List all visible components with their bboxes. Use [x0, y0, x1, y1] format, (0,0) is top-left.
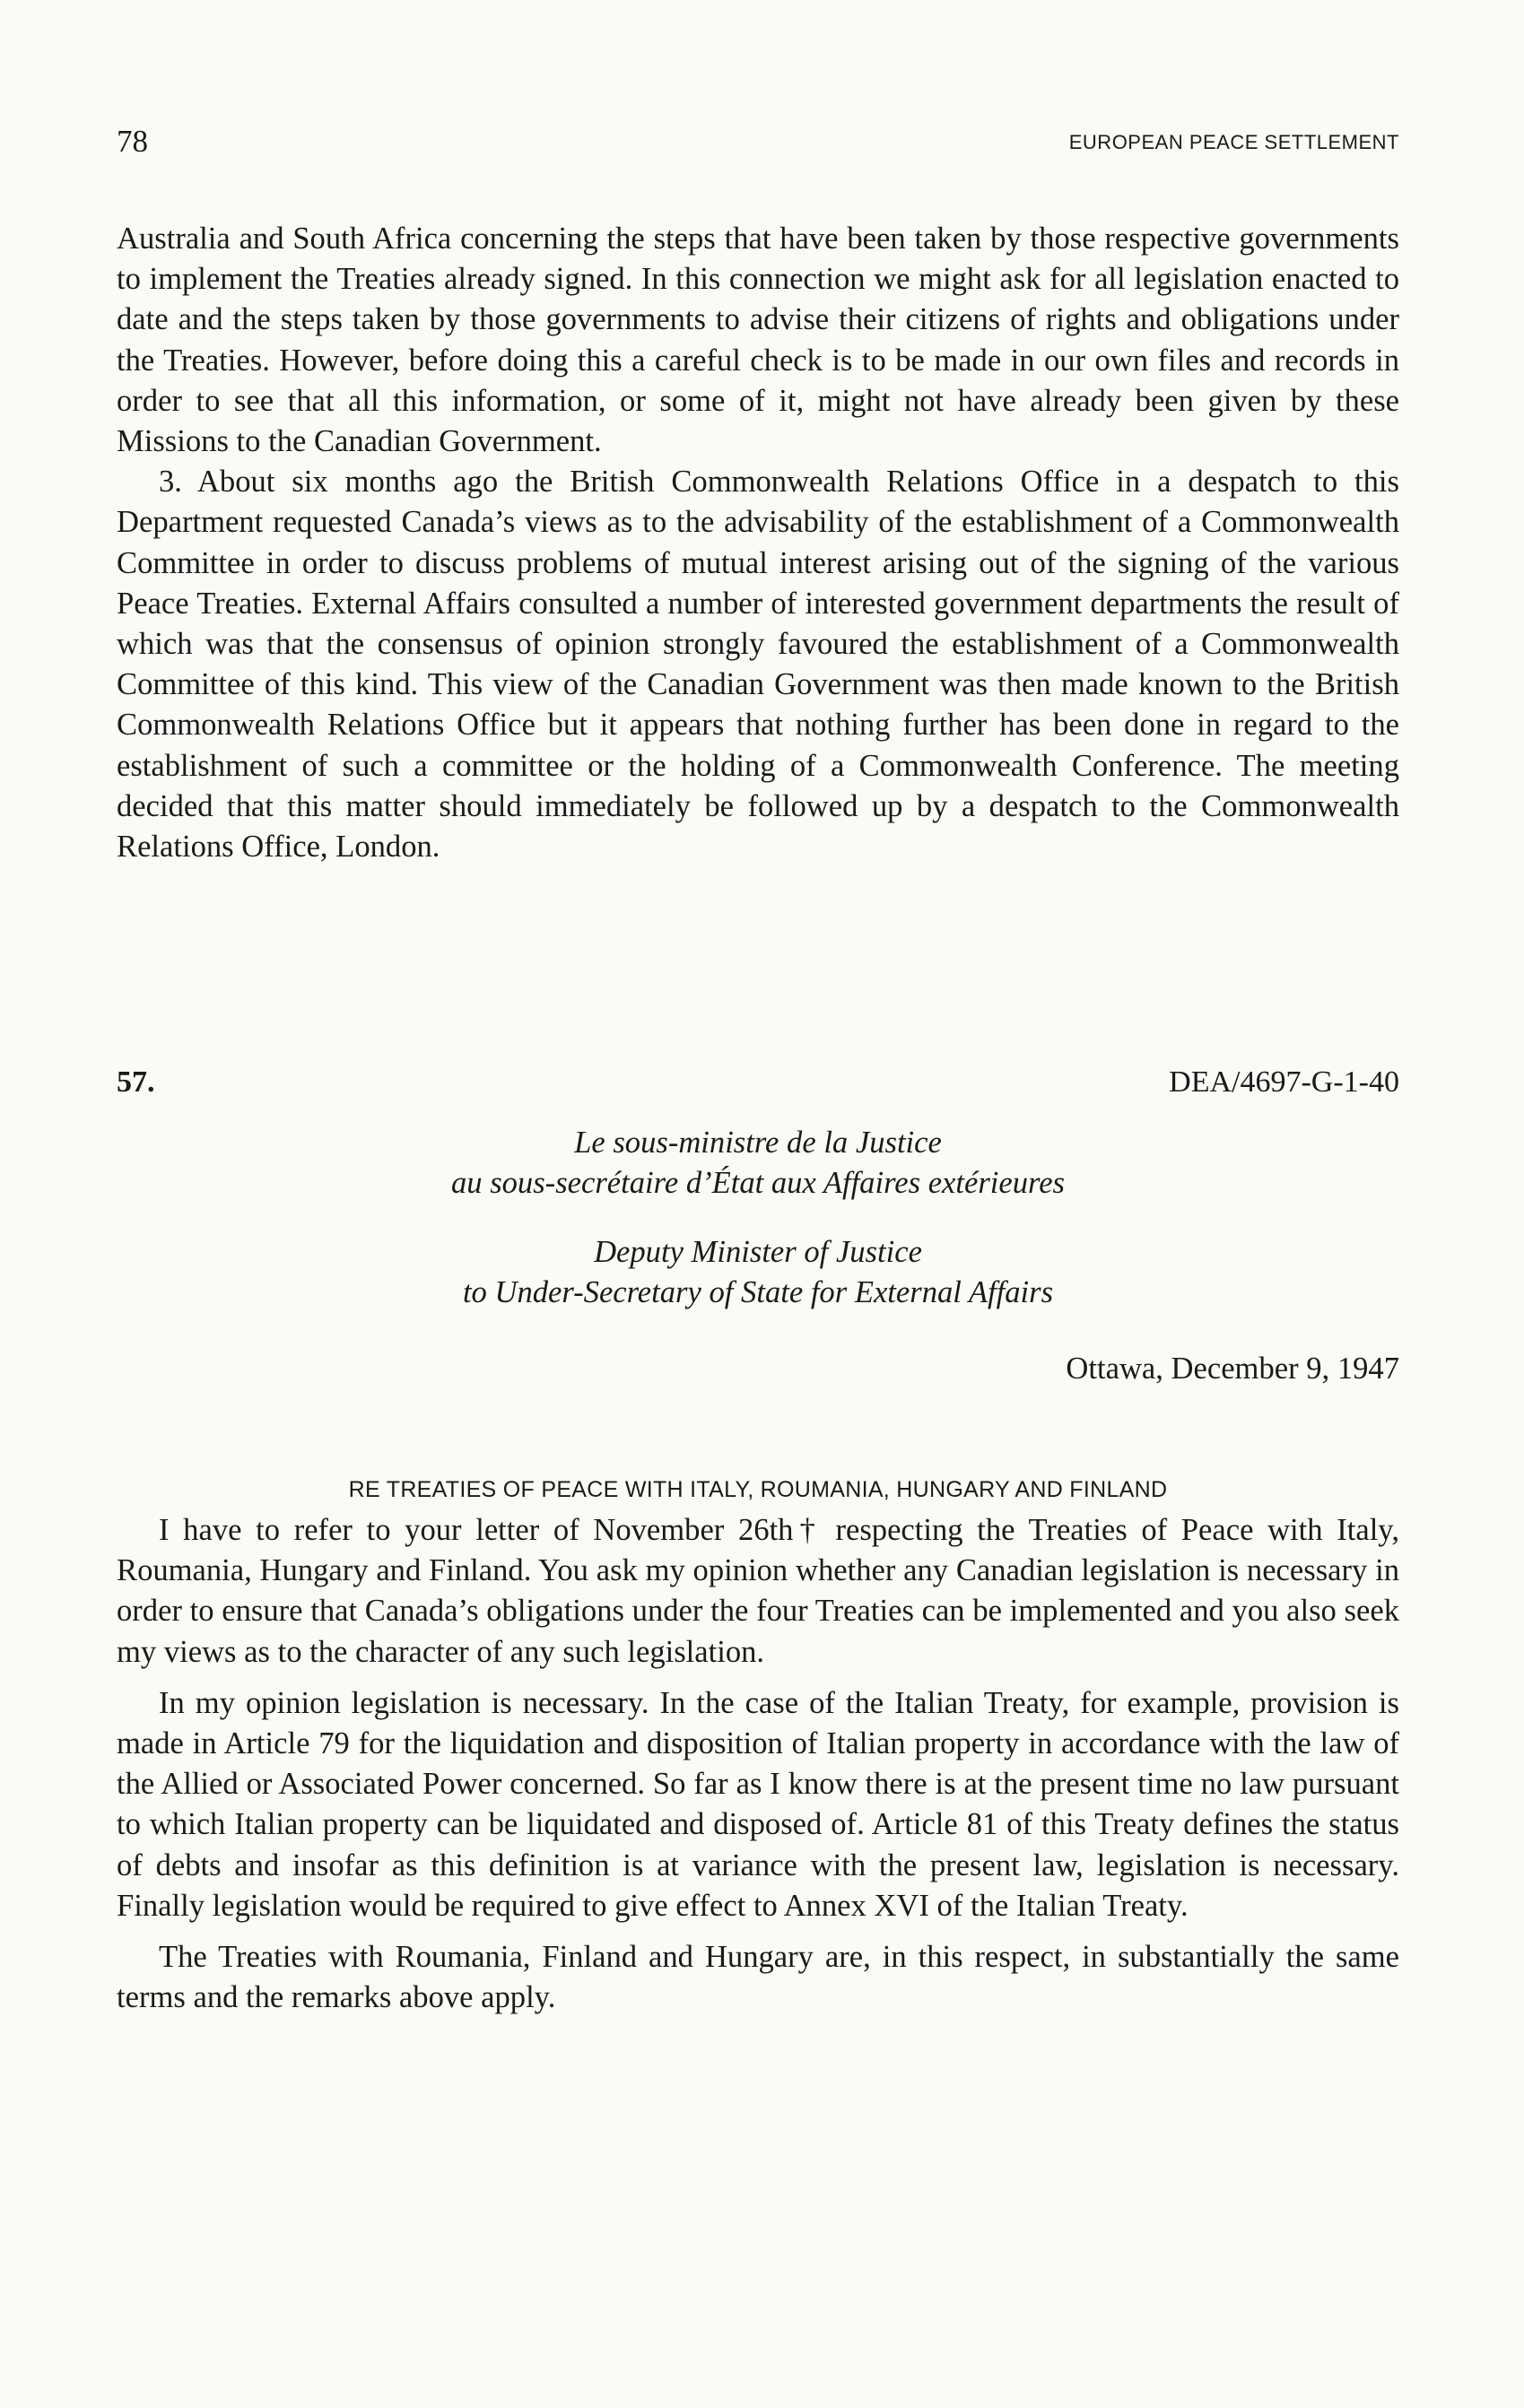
running-head — [117, 124, 1399, 160]
heading-french-line-1: Le sous-ministre de la Justice — [574, 1126, 942, 1160]
heading-french — [117, 1123, 1399, 1204]
heading-french-line-2: au sous-secrétaire d’État aux Affaires extérieures — [450, 1166, 1066, 1200]
page-number: 78 — [117, 124, 148, 159]
continuation-paragraph-1: Australia and South Africa concerning the steps that have been taken by those respective governments to implement the Treaties already signed. In this connection we might ask for all legislation enacted to date and the steps taken by those governments to advise their citizens of rights and obligations under the Treaties. However, before doing this a careful check is to be made in our own files and records in order to see that all this information, or some of it, might not have already been given by these Missions to the Canadian Government. — [117, 222, 1399, 459]
heading-english-line-2: to Under-Secretary of State for External Affairs — [462, 1275, 1054, 1309]
heading-english — [117, 1232, 1399, 1313]
document-number: 57. — [117, 1065, 155, 1099]
heading-english-line-1: Deputy Minister of Justice — [594, 1235, 922, 1269]
letter-paragraph-3: The Treaties with Roumania, Finland and Hungary are, in this respect, in substantially the same terms and the remarks above apply. — [117, 1940, 1399, 2015]
document-number-row — [117, 1065, 1399, 1110]
dateline: Ottawa, December 9, 1947 — [1066, 1352, 1399, 1386]
continuation-paragraph-2: 3. About six months ago the British Commonwealth Relations Office in a despatch to this Department requested Canada’s views as to the advisability of the establishment of a Commonwealth Committee in order to discuss problems of mutual interest arising out of the signing of the various Peace Treaties. External Affairs consulted a number of interested government departments the result of which was that the consensus of opinion strongly favoured the establishment of a Commonwealth Committee of this kind. This view of the Canadian Government was then made known to the British Commonwealth Relations Office but it appears that nothing further has been done in regard to the establishment of such a committee or the holding of a Commonwealth Conference. The meeting decided that this matter should immediately be followed up by a despatch to the Commonwealth Relations Office, London. — [117, 465, 1399, 865]
subject-line: RE TREATIES OF PEACE WITH ITALY, ROUMANIA, HUNGARY AND FINLAND — [348, 1477, 1168, 1502]
letter-paragraph-1: I have to refer to your letter of November 26th† respecting the Treaties of Peace with Italy, Roumania, Hungary and Finland. You ask my opinion whether any Canadian legislation is necessary in order to ensure that Canada’s obligations under the four Treaties can be implemented and you also seek my views as to the character of any such legislation. — [117, 1513, 1399, 1669]
letter-paragraph-2: In my opinion legislation is necessary. In the case of the Italian Treaty, for example, provision is made in Article 79 for the liquidation and disposition of Italian property in accordance with the law of the Allied or Associated Power concerned. So far as I know there is at the present time no law pursuant to which Italian property can be liquidated and disposed of. Article 81 of this Treaty defines the status of debts and insofar as this definition is at variance with the present law, legislation is necessary. Finally legislation would be required to give effect to Annex XVI of the Italian Treaty. — [117, 1685, 1399, 1923]
continuation-text — [117, 219, 1399, 867]
running-title: EUROPEAN PEACE SETTLEMENT — [1068, 131, 1399, 153]
document-reference: DEA/4697-G-1-40 — [1169, 1065, 1399, 1099]
letter-body — [117, 1510, 1399, 2018]
